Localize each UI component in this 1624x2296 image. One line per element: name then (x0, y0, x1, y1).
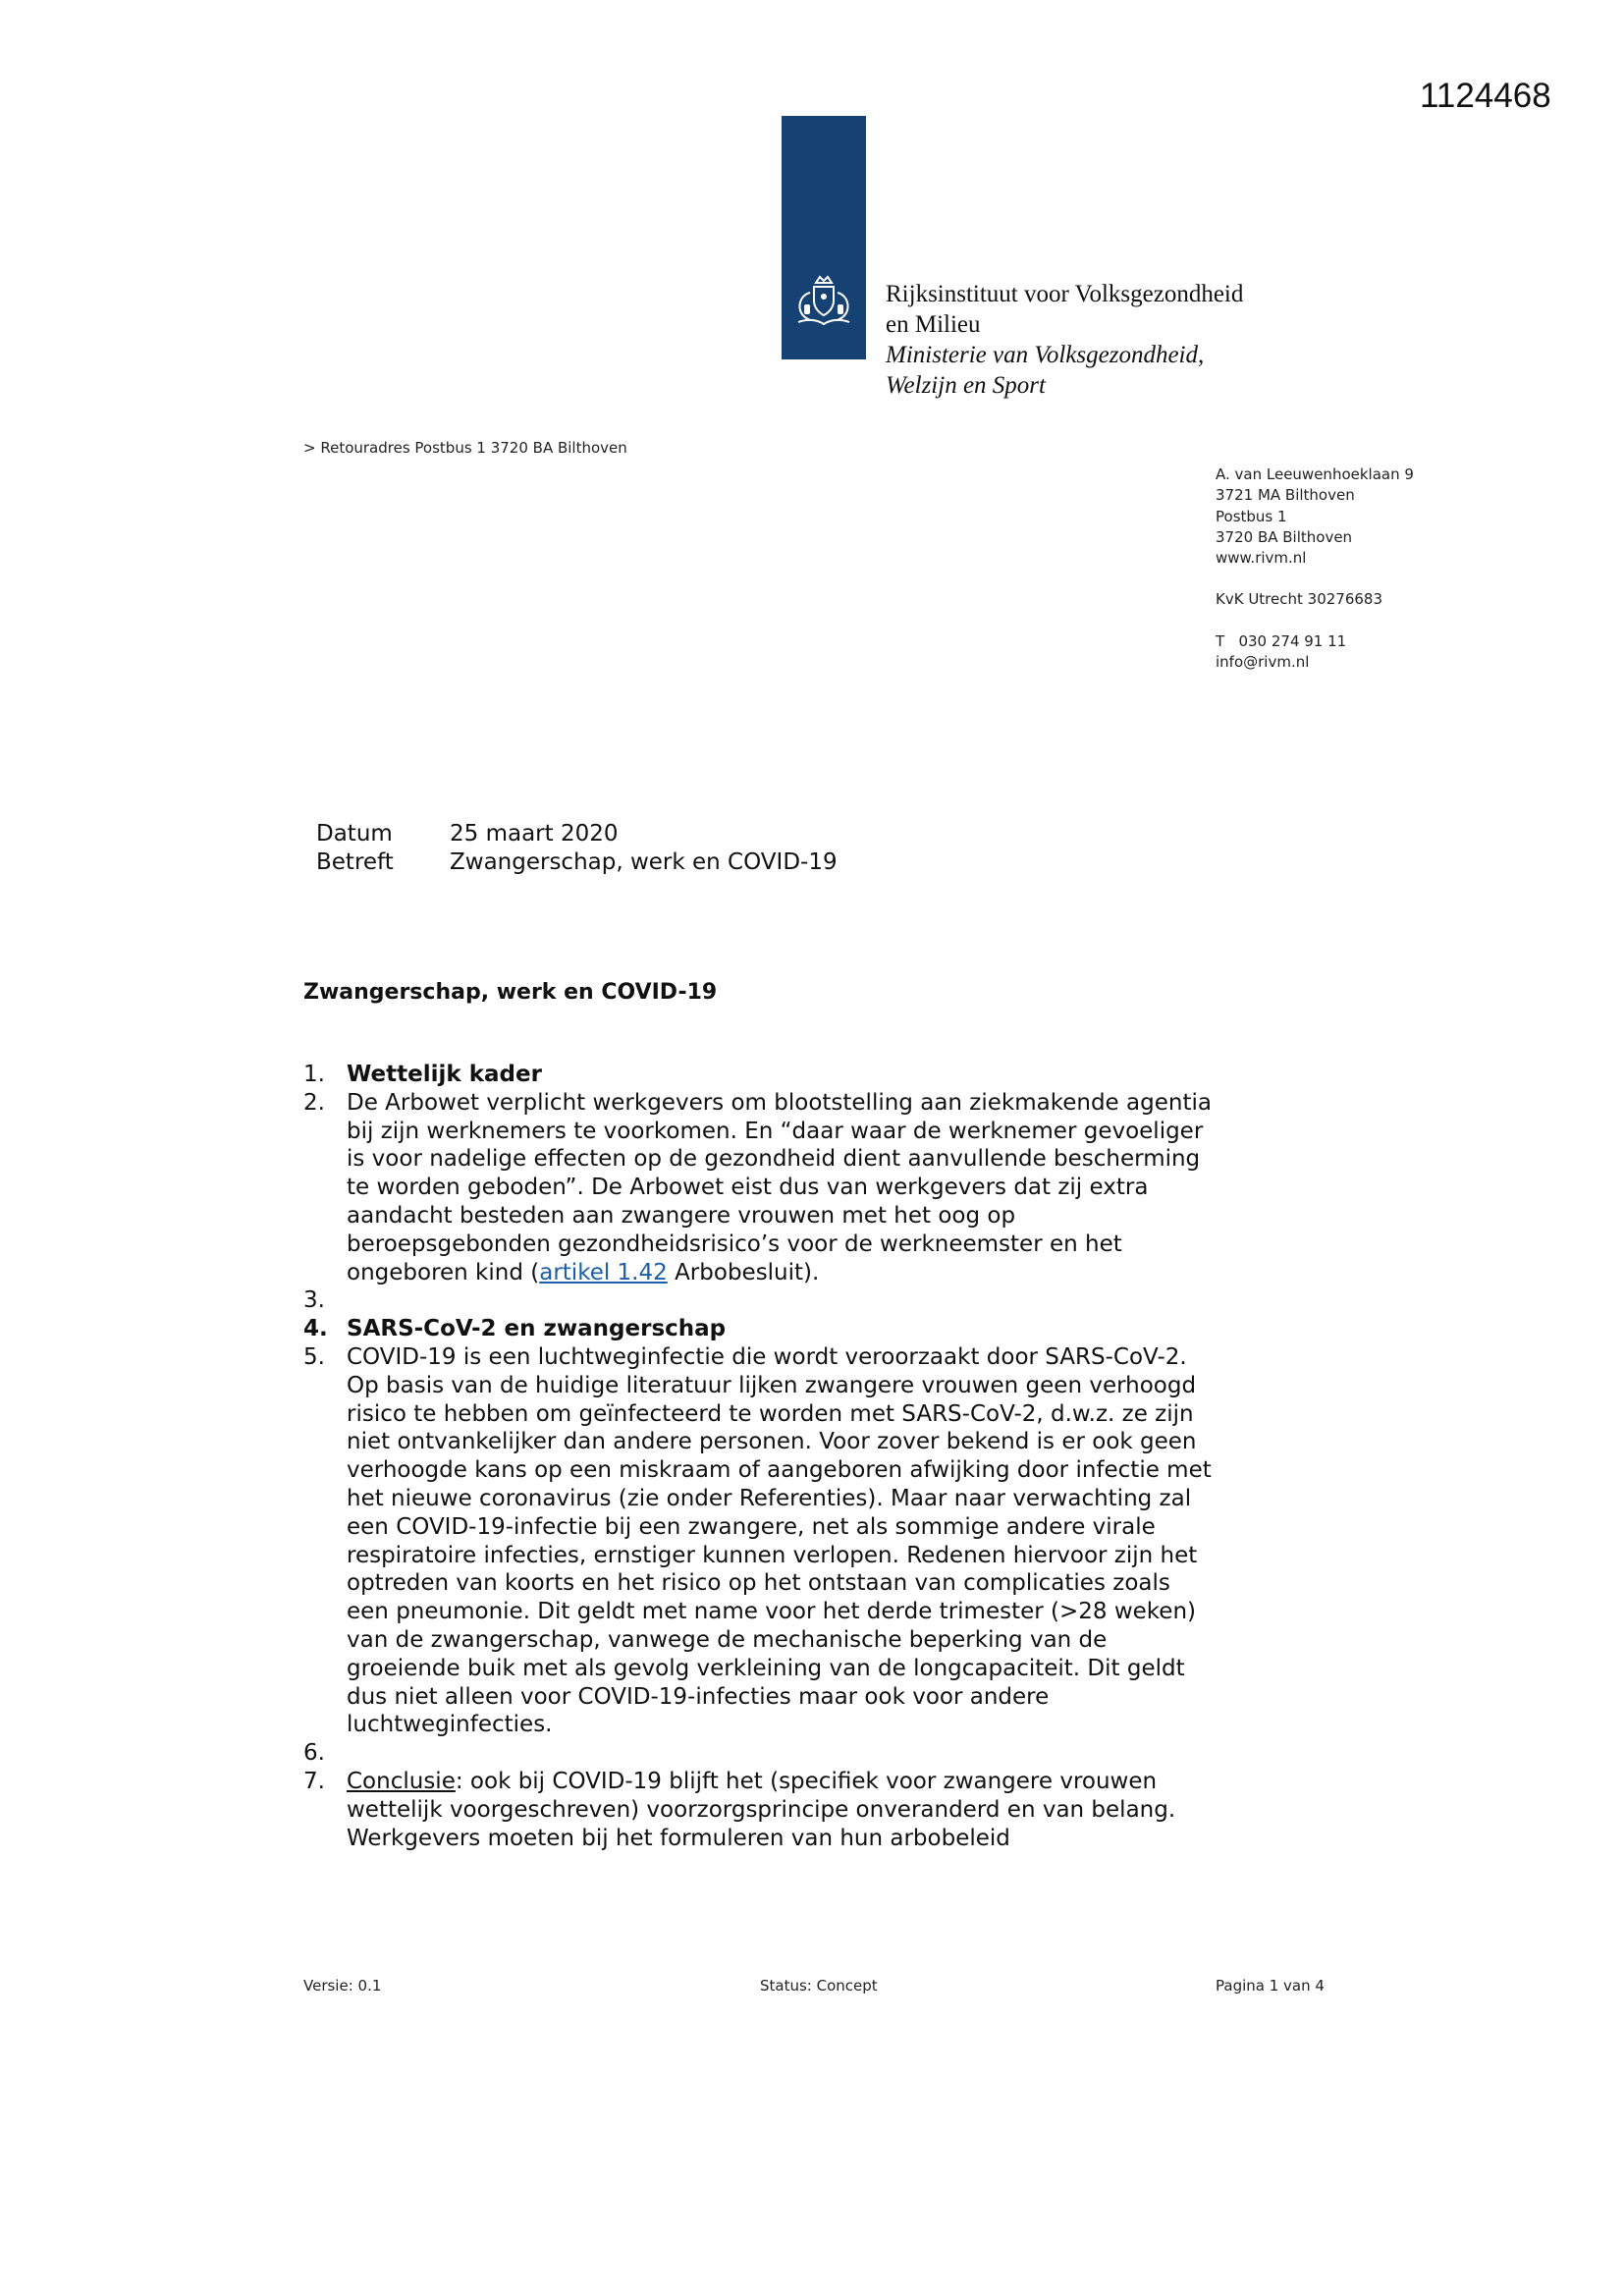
item-number: 6. (303, 1740, 325, 1767)
item-number: 7. (303, 1768, 325, 1794)
footer-page-number: Pagina 1 van 4 (1216, 1977, 1325, 1995)
subject-label: Betreft (316, 849, 394, 875)
address-phone: T 030 274 91 11 (1216, 631, 1347, 650)
ministry-line1: Ministerie van Volksgezondheid, (886, 342, 1205, 368)
subject-value: Zwangerschap, werk en COVID-19 (450, 849, 838, 875)
paragraph-text: Arbobesluit). (667, 1259, 820, 1285)
document-number: 1124468 (1420, 77, 1551, 115)
return-address: > Retouradres Postbus 1 3720 BA Bilthoven (303, 439, 627, 457)
list-item (303, 1286, 1217, 1315)
rijksoverheid-logo (782, 116, 866, 359)
address-postbus: Postbus 1 (1216, 507, 1287, 525)
list-item (303, 1343, 1217, 1739)
list-item (303, 1768, 1217, 1852)
org-name-line1: Rijksinstituut voor Volksgezondheid (886, 281, 1244, 307)
item-number: 2. (303, 1089, 325, 1116)
paragraph: COVID-19 is een luchtweginfectie die wordt veroorzaakt door SARS-CoV-2. Op basis van de huidige literatuur lijken zwangere vrouwen geen verhoogd risico te hebben om geïnfecteerd te worden met SARS-CoV-2, d.w.z. ze zijn niet ontvankelijker dan andere personen. Voor zover bekend is er ook geen verhoogde kans op een miskraam of aangeboren afwijking door infectie met het nieuwe coronavirus (zie onder Referenties). Maar naar verwachting zal een COVID-19-infectie bij een zwangere, net als sommige andere virale respiratoire infecties, ernstiger kunnen verlopen. Redenen hiervoor zijn het optreden van koorts en het risico op het ontstaan van complicaties zoals een pneumonie. Dit geldt met name voor het derde trimester (>28 weken) van de zwangerschap, vanwege de mechanische beperking van de groeiende buik met als gevolg verkleining van de longcapaciteit. Dit geldt dus niet alleen voor COVID-19-infecties maar ook voor andere luchtweginfecties. (347, 1343, 1212, 1738)
item-number: 4. (303, 1316, 328, 1342)
coat-of-arms-icon (790, 273, 857, 330)
paragraph-text: De Arbowet verplicht werkgevers om blootstelling aan ziekmakende agentia bij zijn werknemers te voorkomen. En “daar waar de werknemer gevoeliger is voor nadelige effecten op de gezondheid dient aanvullende bescherming te worden geboden”. De Arbowet eist dus van werkgevers dat zij extra aandacht besteden aan zwangere vrouwen met het oog op beroepsgebonden gezondheidsrisico’s voor de werkneemster en het ongeboren kind ( (347, 1089, 1212, 1285)
section-heading: Wettelijk kader (347, 1062, 542, 1087)
article-link[interactable]: artikel 1.42 (539, 1259, 668, 1285)
paragraph (347, 1089, 1217, 1287)
address-email: info@rivm.nl (1216, 653, 1310, 672)
organisation-name (886, 279, 1243, 401)
address-street: A. van Leeuwenhoeklaan 9 (1216, 465, 1414, 483)
paragraph-text: : ook bij COVID-19 blijft het (specifiek voor zwangere vrouwen wettelijk voorgeschreven) voorzorgsprincipe onveranderd en van belang. Werkgevers moeten bij het formuleren van hun arbobeleid (347, 1768, 1176, 1851)
item-number: 1. (303, 1062, 325, 1087)
item-number: 3. (303, 1287, 325, 1314)
list-item (303, 1089, 1217, 1287)
date-label: Datum (316, 821, 393, 847)
list-item (303, 1061, 1217, 1089)
document-title: Zwangerschap, werk en COVID-19 (303, 980, 718, 1005)
org-name-line2: en Milieu (886, 311, 981, 338)
address-block (1216, 465, 1414, 673)
conclusion-label: Conclusie (347, 1768, 456, 1794)
item-number: 5. (303, 1343, 325, 1370)
list-item (303, 1315, 1217, 1343)
address-postbus-city: 3720 BA Bilthoven (1216, 527, 1353, 546)
address-city: 3721 MA Bilthoven (1216, 486, 1355, 505)
ministry-line2: Welzijn en Sport (886, 372, 1046, 399)
date-value: 25 maart 2020 (450, 821, 619, 847)
address-website: www.rivm.nl (1216, 549, 1307, 568)
section-heading: SARS-CoV-2 en zwangerschap (347, 1316, 727, 1342)
list-item (303, 1739, 1217, 1768)
address-kvk: KvK Utrecht 30276683 (1216, 590, 1382, 609)
footer-status: Status: Concept (760, 1977, 878, 1995)
document-body (303, 1061, 1217, 1852)
letter-meta (316, 820, 838, 877)
footer-version: Versie: 0.1 (303, 1977, 382, 1995)
paragraph (347, 1768, 1217, 1852)
